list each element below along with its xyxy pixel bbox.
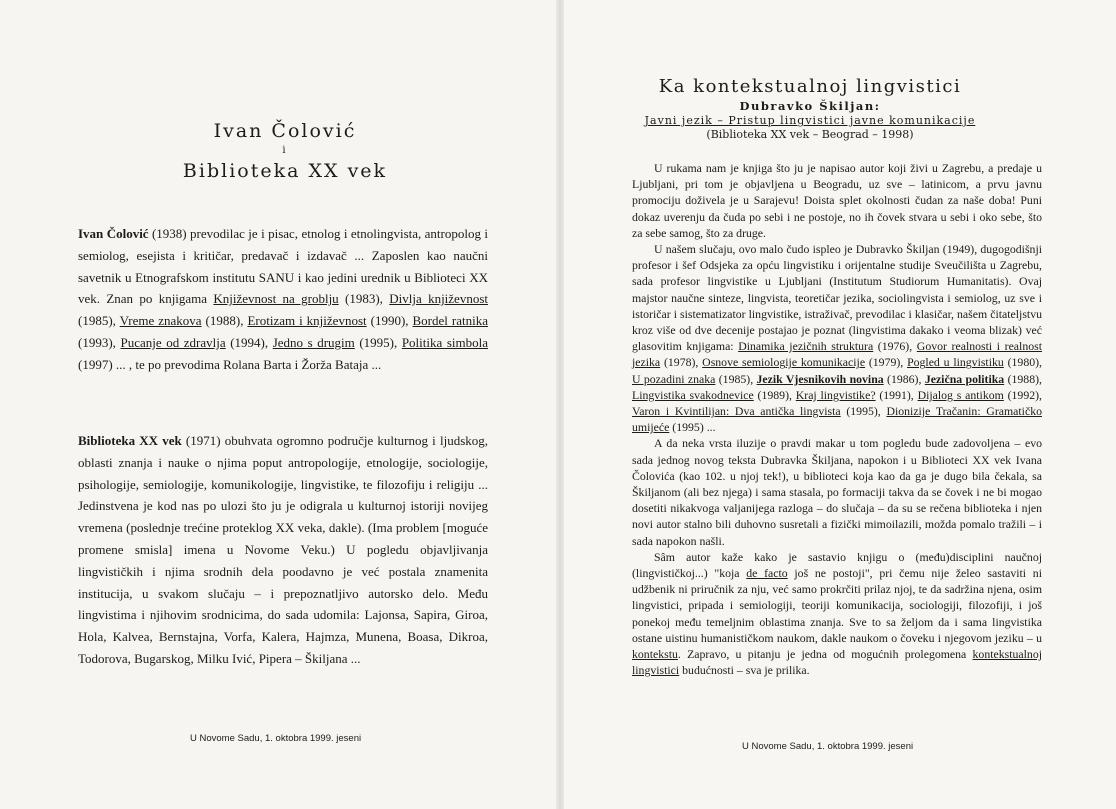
text: još ne postoji", pri čemu nije želeo sastaviti ni udžbenik ni priručnik za nju, već samo prokrčiti prilaz njoj, te da sadržina njena, osim lingvistici, pripada i semiologiji, teoriji komunikacija, sociologiji, filozofiji, i još ponekoj među temeljnim oblastima znanja. Sve to sa željom da i sama lingvistika ostane uistinu humanističkom naukom, dakle naukom o čoveku i njegovom jeziku – u xyxy=(632,566,1042,645)
book-title: Jezik Vjesnikovih novina xyxy=(756,371,884,386)
text: (1992), xyxy=(1003,387,1042,402)
text: (1988), xyxy=(1004,371,1042,386)
text: . Zapravo, u pitanju je jedna od mogućnih prolegomena xyxy=(677,647,973,662)
right-body xyxy=(632,160,1042,679)
text: (1995), xyxy=(840,404,887,419)
book-title: Jedno s drugim xyxy=(272,334,355,350)
book-title: Književnost na groblju xyxy=(213,291,339,307)
left-title-conjunction: i xyxy=(282,145,288,156)
text: (1994), xyxy=(225,334,273,350)
page-fold xyxy=(556,0,564,809)
right-footer: U Novome Sadu, 1. oktobra 1999. jeseni xyxy=(742,741,914,752)
author-name: Ivan Čolović xyxy=(78,226,149,241)
book-title: Lingvistika svakodnevice xyxy=(632,387,754,402)
left-title-series: Biblioteka XX vek xyxy=(182,160,388,182)
right-paragraph-2 xyxy=(632,241,1042,435)
emphasis: kontekstualnoj lingvistici xyxy=(632,647,1042,678)
text: (1979), xyxy=(865,355,908,370)
text: budućnosti – sva je prilika. xyxy=(679,663,810,678)
text: (1971) obuhvata ogromno područje kulturnog i ljudskog, oblasti znanja i nauke o njima poput antropologije, etnologije, sociologije, psihologije, semiologije, komunikologije, lingvistike, te filozofiju i religiju ... Jedinstvena je kod nas po ulozi što ju je odigrala u kulturnoj istoriji novijeg vremena (poslednje trećine proteklog XX veka, dakle). (Ima problem [moguće promene smisla] imena u Novome Veku.) U pogledu objavljivanja lingvističkih i njima srodnih dela poodavno je već postala znamenita institucija, u svakom slučaju – i prepoznatljivo autorsko delo. Među lingvistima i njihovim srodnicima, do sada udomila: Lajonsa, Sapira, Giroa, Hola, Kalvea, Bernstajna, Vorfa, Kalera, Hajmza, Munena, Boasa, Dikroa, Todorova, Bugarskog, Milku Ivić, Pipera – Škiljana ... xyxy=(78,433,489,666)
book-title: Vreme znakova xyxy=(119,313,202,329)
right-imprint: (Biblioteka XX vek – Beograd – 1998) xyxy=(706,128,914,141)
text: (1993), xyxy=(78,334,121,350)
book-title: Varon i Kvintilijan: Dva antička lingvista xyxy=(632,404,841,419)
text: (1980), xyxy=(1003,355,1042,370)
book-title: Dionizije Tračanin: Gramatičko umijeće xyxy=(632,404,1042,435)
text: (1995), xyxy=(354,334,402,350)
right-paragraph-3: A da neka vrsta iluzije o pravdi makar u tom pogledu bude zadovoljena – evo sada jednog novog teksta Dubravka Škiljana, napokon i u Biblioteci XX vek Ivana Čolovića (kao 102. u njoj tek!), u biblioteci koja kao da ga je dugo bila čekala, sa Škiljanom (ali bez njega) i sama stasala, po formaciji takva da se čovek i ne bi mogao dosetiti nikakvoga valjanijega razloga – do slučaja – da su se rečena biblioteka i njen novi autor stalno bili duhovno susretali a fizički mimoilazili, možda pomalo tražili – i sada napokon našli. xyxy=(632,436,1042,548)
text: Sâm autor kaže kako je sastavio knjigu o (među)disciplini naučnoj (lingvističkoj...) "koja xyxy=(632,549,1042,581)
text: (1991), xyxy=(875,387,918,402)
right-author: Dubravko Škiljan: xyxy=(739,99,881,113)
text: (1976), xyxy=(873,339,917,354)
book-title: Jezična politika xyxy=(924,371,1005,386)
show-through-artifact xyxy=(600,330,636,590)
right-paragraph-4 xyxy=(632,549,1042,679)
left-paragraph-author xyxy=(78,223,488,376)
text: (1985), xyxy=(78,313,120,329)
library-name: Biblioteka XX vek xyxy=(78,433,182,448)
right-book-title: Javni jezik – Pristup lingvistici javne komunikacije xyxy=(644,114,976,127)
book-title: Erotizam i književnost xyxy=(247,313,367,329)
text: (1990), xyxy=(366,313,413,329)
book-title: Divlja književnost xyxy=(389,291,488,307)
book-title: Kraj lingvistike? xyxy=(795,387,876,402)
text: (1983), xyxy=(338,291,390,307)
text: (1997) ... , te po prevodima Rolana Barta i Žorža Bataja ... xyxy=(78,356,382,372)
text: (1938) prevodilac je i pisac, etnolog i etnolingvista, antropolog i semiolog, esejista i kritičar, predavač i izdavač ... Zaposlen kao naučni savetnik u Etnografskom institutu SANU i kao jedini urednik u Biblioteci XX vek. Znan po knjigama xyxy=(78,226,488,307)
text: (1995) ... xyxy=(669,420,716,435)
book-title: Politika simbola xyxy=(401,334,488,350)
book-title: U pozadini znaka xyxy=(632,371,716,386)
right-paragraph-1: U rukama nam je knjiga što ju je napisao autor koji živi u Zagrebu, a predaje u Ljubljani, pri tom je objavljena u Beogradu, uz sve – latinicom, a prvu javnu promociju doživela je u Sarajevu! Doista splet okolnosti čudan za naše doba! Puni dokaz uverenju da čuda po sebi i ne postoje, no ih čovek stvara u sebi i oko sebe, što za sebe samog, što za druge. xyxy=(632,161,1042,240)
left-title-name: Ivan Čolović xyxy=(213,120,357,142)
text: (1988), xyxy=(201,313,248,329)
right-title-block xyxy=(600,76,1020,142)
text: (1986), xyxy=(883,371,925,386)
book-title: Bordel ratnika xyxy=(412,313,488,329)
right-title: Ka kontekstualnoj lingvistici xyxy=(658,76,962,97)
book-title: Dinamika jezičnih struktura xyxy=(738,339,874,354)
left-paragraph-library xyxy=(78,430,488,670)
text: U našem slučaju, ovo malo čudo ispleo je Dubravko Škiljan (1949), dugogodišnji profesor i šef Odsjeka za opću lingvistiku i orijentalne studije Sveučilišta u Zagrebu, sada profesor lingvistike u Ljubljani (Institutum Studiorum Humanitatis). Ovaj majstor naučne sinteze, lingvista, teoretičar jezika, sociolingvista i semiolog, uz sve i istoričar i sistematizator lingvistike, istraživač, prevodilac i klasičar, našem čitateljstvu kroz više od dve decenije postajao je poznat (lingvistima dakako i veoma blizak) već glasovitim knjigama: xyxy=(632,242,1042,354)
text: (1978), xyxy=(660,355,703,370)
left-footer: U Novome Sadu, 1. oktobra 1999. jeseni xyxy=(190,733,362,744)
left-title xyxy=(80,122,490,180)
book-title: Osnove semiologije komunikacije xyxy=(702,355,866,370)
book-title: Pogled u lingvistiku xyxy=(907,355,1004,370)
emphasis: de facto xyxy=(746,566,788,581)
text: (1989), xyxy=(753,387,796,402)
book-title: Govor realnosti i realnost jezika xyxy=(632,339,1042,370)
text: (1985), xyxy=(715,371,757,386)
emphasis: kontekstu xyxy=(632,647,678,662)
book-title: Dijalog s antikom xyxy=(917,387,1004,402)
book-title: Pucanje od zdravlja xyxy=(120,334,226,350)
